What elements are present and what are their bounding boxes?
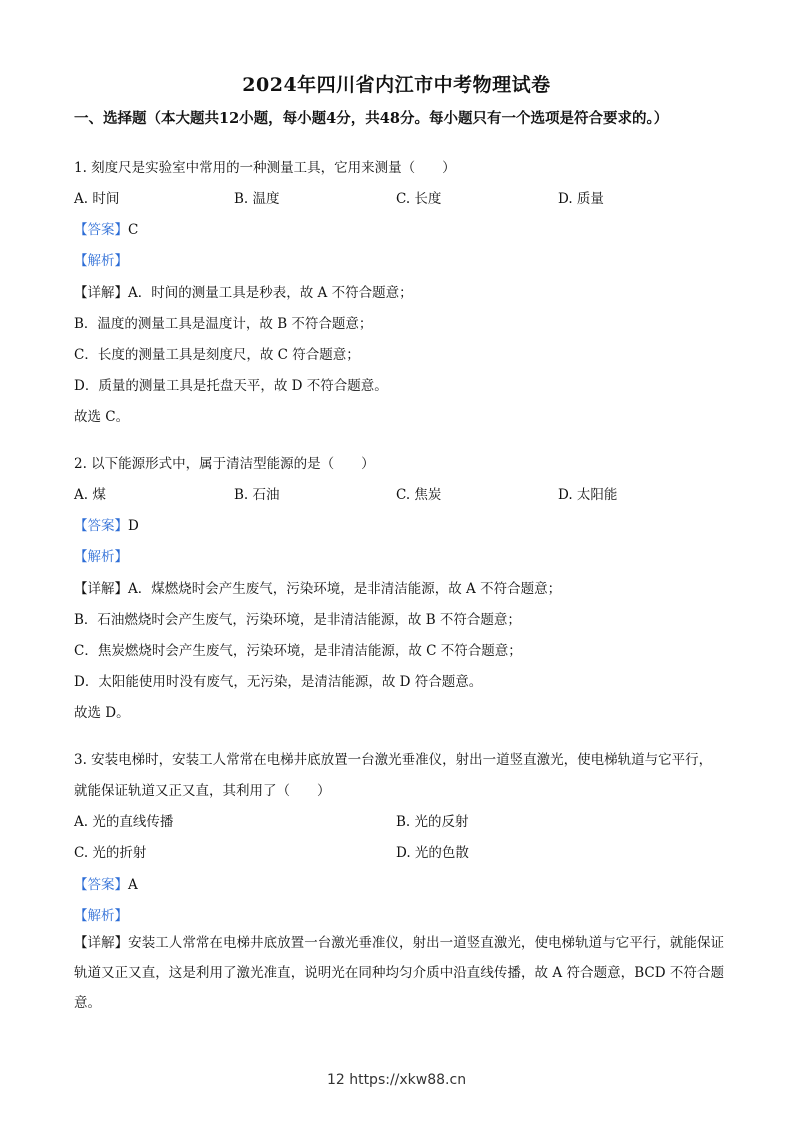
- q2-detail-c: C．焦炭燃烧时会产生废气，污染环境，是非清洁能源，故 C 不符合题意；: [74, 643, 522, 659]
- q3-answer: [74, 873, 138, 893]
- answer-tag: 【答案】: [74, 877, 128, 893]
- page-title: 2024年四川省内江市中考物理试卷: [242, 74, 551, 96]
- analysis-tag: 【解析】: [74, 253, 128, 269]
- question-1-stem: 1. 刻度尺是实验室中常用的一种测量工具，它用来测量（ ）: [74, 160, 456, 176]
- q1-option-a: A. 时间: [74, 191, 120, 207]
- q2-detail-a: A．煤燃烧时会产生废气，污染环境，是非清洁能源，故 A 不符合题意；: [128, 581, 562, 597]
- q3-option-d: D. 光的色散: [396, 845, 469, 861]
- q2-option-b: B. 石油: [234, 487, 280, 503]
- q2-detail-b: B．石油燃烧时会产生废气，污染环境，是非清洁能源，故 B 不符合题意；: [74, 612, 521, 628]
- question-2-stem: 2. 以下能源形式中，属于清洁型能源的是（ ）: [74, 456, 375, 472]
- q2-detail: [74, 577, 561, 597]
- answer-tag: 【答案】: [74, 518, 128, 534]
- question-3-stem: 3. 安装电梯时，安装工人常常在电梯井底放置一台激光垂准仪，射出一道竖直激光，使电梯轨道与它平行，: [74, 752, 713, 768]
- q1-detail-c: C．长度的测量工具是刻度尺，故 C 符合题意；: [74, 347, 360, 363]
- page-footer: 12 https://xkw88.cn: [326, 1072, 467, 1088]
- q3-option-a: A. 光的直线传播: [74, 814, 174, 830]
- q2-option-a: A. 煤: [74, 487, 106, 503]
- q3-option-c: C. 光的折射: [74, 845, 147, 861]
- analysis-tag: 【解析】: [74, 908, 128, 924]
- section-header: 一、选择题（本大题共12小题，每小题4分，共48分。每小题只有一个选项是符合要求的。）: [74, 110, 669, 127]
- q1-option-b: B. 温度: [234, 191, 280, 207]
- q2-analysis-tag: [74, 545, 128, 565]
- q2-answer: [74, 514, 139, 534]
- q1-answer-value: C: [128, 222, 139, 238]
- q1-option-c: C. 长度: [396, 191, 442, 207]
- q1-detail: [74, 281, 413, 301]
- q2-detail-d: D．太阳能使用时没有废气，无污染，是清洁能源，故 D 符合题意。: [74, 674, 483, 690]
- detail-tag: 【详解】: [74, 581, 128, 597]
- q3-analysis-tag: [74, 904, 128, 924]
- q2-answer-value: D: [128, 518, 139, 534]
- q2-option-c: C. 焦炭: [396, 487, 442, 503]
- q1-option-d: D. 质量: [558, 191, 604, 207]
- q3-detail: [74, 928, 724, 1018]
- detail-tag: 【详解】: [74, 935, 129, 951]
- q1-detail-a: A．时间的测量工具是秒表，故 A 不符合题意；: [128, 285, 413, 301]
- detail-tag: 【详解】: [74, 285, 128, 301]
- q2-conclusion: 故选 D。: [74, 705, 130, 721]
- q2-option-d: D. 太阳能: [558, 487, 618, 503]
- q1-detail-b: B．温度的测量工具是温度计，故 B 不符合题意；: [74, 316, 373, 332]
- q1-answer: [74, 218, 138, 238]
- q3-detail-text: 安装工人常常在电梯井底放置一台激光垂准仪，射出一道竖直激光，使电梯轨道与它平行，就能保证轨道又正又直，这是利用了激光准直，说明光在同种均匀介质中沿直线传播，故 A 符合题意，BCD 不符合题意。: [74, 935, 725, 1011]
- q3-option-b: B. 光的反射: [396, 814, 469, 830]
- answer-tag: 【答案】: [74, 222, 128, 238]
- analysis-tag: 【解析】: [74, 549, 128, 565]
- q1-detail-d: D．质量的测量工具是托盘天平，故 D 不符合题意。: [74, 378, 388, 394]
- q1-analysis-tag: [74, 249, 128, 269]
- q1-conclusion: 故选 C。: [74, 409, 130, 425]
- question-3-stem-cont: 就能保证轨道又正又直，其利用了（ ）: [74, 783, 331, 799]
- q3-answer-value: A: [128, 877, 138, 893]
